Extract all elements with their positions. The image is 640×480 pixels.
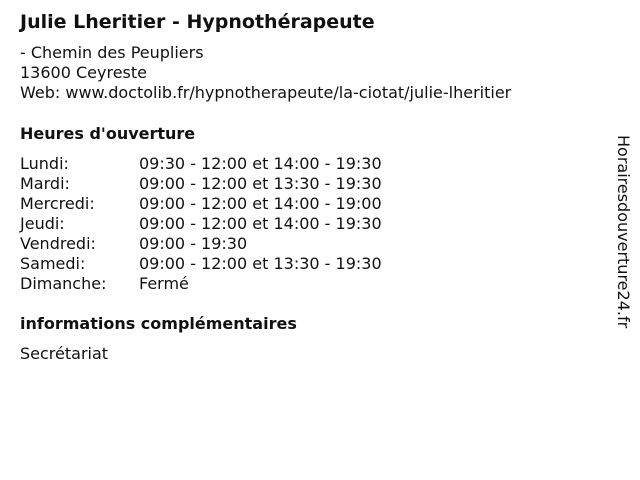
address-block [20, 43, 511, 103]
hours-row-saturday [20, 254, 382, 274]
day-label: Mardi: [20, 174, 70, 193]
additional-info-heading: informations complémentaires [20, 314, 297, 333]
vertical-site-label: Horairesdouverture24.fr [614, 135, 633, 329]
address-line-street: - Chemin des Peupliers [20, 43, 204, 62]
hours-row-sunday [20, 274, 382, 294]
hours-row-monday [20, 154, 382, 174]
hours-value: 09:00 - 12:00 et 13:30 - 19:30 [139, 254, 382, 273]
hours-value: 09:30 - 12:00 et 14:00 - 19:30 [139, 154, 382, 173]
day-label: Vendredi: [20, 234, 96, 253]
hours-row-thursday [20, 214, 382, 234]
website-line: Web: www.doctolib.fr/hypnotherapeute/la-ciotat/julie-lheritier [20, 83, 512, 102]
hours-row-wednesday [20, 194, 382, 214]
hours-value: 09:00 - 12:00 et 14:00 - 19:30 [139, 214, 382, 233]
hours-row-tuesday [20, 174, 382, 194]
page-title: Julie Lheritier - Hypnothérapeute [20, 11, 375, 33]
hours-value: 09:00 - 19:30 [139, 234, 248, 253]
hours-value: 09:00 - 12:00 et 13:30 - 19:30 [139, 174, 382, 193]
hours-value: 09:00 - 12:00 et 14:00 - 19:00 [139, 194, 382, 213]
address-line-city: 13600 Ceyreste [20, 63, 147, 82]
day-label: Mercredi: [20, 194, 95, 213]
day-label: Jeudi: [20, 214, 65, 233]
day-label: Samedi: [20, 254, 86, 273]
hours-row-friday [20, 234, 382, 254]
day-label: Lundi: [20, 154, 69, 173]
opening-hours-table [20, 154, 382, 294]
additional-info-text: Secrétariat [20, 344, 109, 363]
day-label: Dimanche: [20, 274, 107, 293]
hours-value: Fermé [139, 274, 189, 293]
opening-hours-heading: Heures d'ouverture [20, 124, 196, 143]
